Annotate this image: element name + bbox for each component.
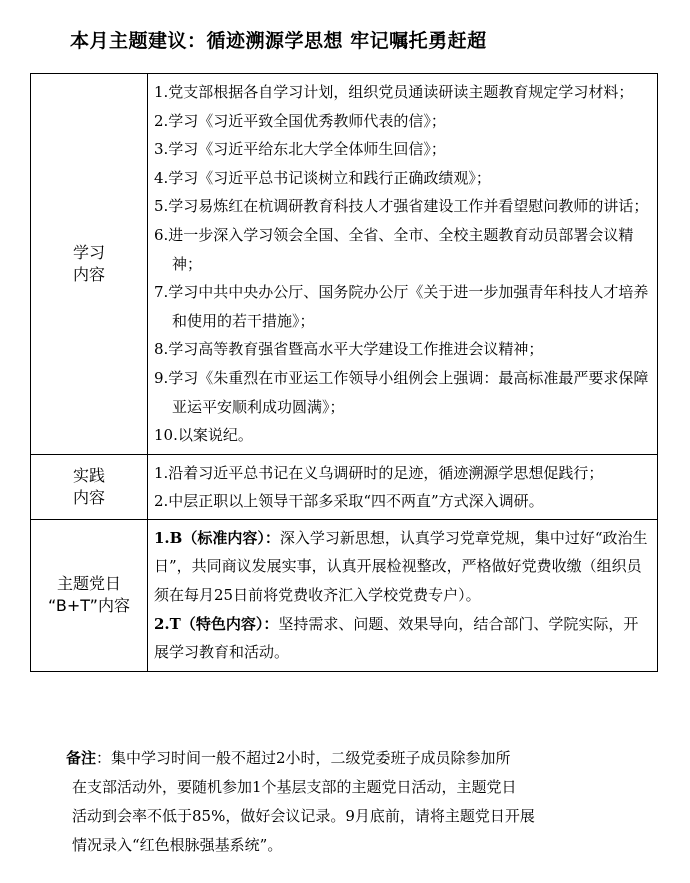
b-heading: 1.B（标准内容）： (154, 528, 280, 547)
t-text: 坚持需求、问题、效果导向，结合部门、学院实际，开展学习教育和活动。 (154, 614, 639, 662)
study-item: 3.学习《习近平给东北大学全体师生回信》； (154, 140, 446, 159)
note-paragraph (66, 744, 636, 860)
note-line-4: 情况录入“红色根脉强基系统”。 (72, 836, 283, 854)
party-day-label (31, 519, 148, 671)
study-item: 8.学习高等教育强省暨高水平大学建设工作推进会议精神； (154, 340, 544, 359)
study-item: 6.进一步深入学习领会全国、全省、全市、全校主题教育动员部署会议精神； (154, 225, 634, 273)
study-item: 9.学习《朱重烈在市亚运工作领导小组例会上强调：最高标准最严要求保障亚运平安顺利成功圆满》； (154, 368, 649, 416)
practice-content (148, 454, 658, 519)
party-day-label-line2: “B+T”内容 (48, 596, 130, 616)
study-item: 10.以案说纪。 (154, 426, 253, 445)
page-title: 本月主题建议：循迹溯源学思想 牢记嘱托勇赶超 (70, 30, 487, 52)
study-item: 4.学习《习近平总书记谈树立和践行正确政绩观》； (154, 168, 491, 187)
study-label-line2: 内容 (72, 264, 105, 284)
study-item: 2.学习《习近平致全国优秀教师代表的信》； (154, 111, 446, 130)
note-text-1: ：集中学习时间一般不超过2小时，二级党委班子成员除参加所 (96, 749, 511, 767)
practice-label-line1: 实践 (72, 465, 105, 485)
b-text: 深入学习新思想，认真学习党章党规，集中过好“政治生日”，共同商议发展实事，认真开展检视整改，严格做好党费收缴（组织员须在每月25日前将党费收齐汇入学校党费专户）。 (154, 528, 648, 604)
practice-label-line2: 内容 (72, 487, 105, 507)
study-label-line1: 学习 (72, 242, 105, 262)
note-line-2: 在支部活动外，要随机参加1个基层支部的主题党日活动，主题党日 (72, 778, 517, 796)
study-row (31, 74, 658, 455)
practice-row (31, 454, 658, 519)
study-label (31, 74, 148, 455)
study-content (148, 74, 658, 455)
activity-table (30, 73, 658, 672)
party-day-content (148, 519, 658, 671)
b-content (154, 524, 651, 610)
practice-label (31, 454, 148, 519)
t-content (154, 610, 651, 667)
note-line-3: 活动到会率不低于85%，做好会议记录。9月底前，请将主题党日开展 (72, 807, 535, 825)
party-day-label-line1: 主题党日 (56, 574, 121, 594)
t-heading: 2.T（特色内容）： (154, 614, 279, 633)
party-day-row (31, 519, 658, 671)
note-line-1 (66, 744, 636, 773)
study-item: 1.党支部根据各自学习计划，组织党员通读研读主题教育规定学习材料； (154, 83, 634, 101)
study-item: 7.学习中共中央办公厅、国务院办公厅《关于进一步加强青年科技人才培养和使用的若干措施》； (154, 283, 649, 330)
note-label: 备注 (66, 749, 97, 767)
study-item: 5.学习易炼红在杭调研教育科技人才强省建设工作并看望慰问教师的讲话； (154, 197, 649, 216)
practice-item: 1.沿着习近平总书记在义乌调研时的足迹，循迹溯源学思想促践行； (154, 463, 604, 482)
practice-item: 2.中层正职以上领导干部多采取“四不两直”方式深入调研。 (154, 491, 544, 510)
